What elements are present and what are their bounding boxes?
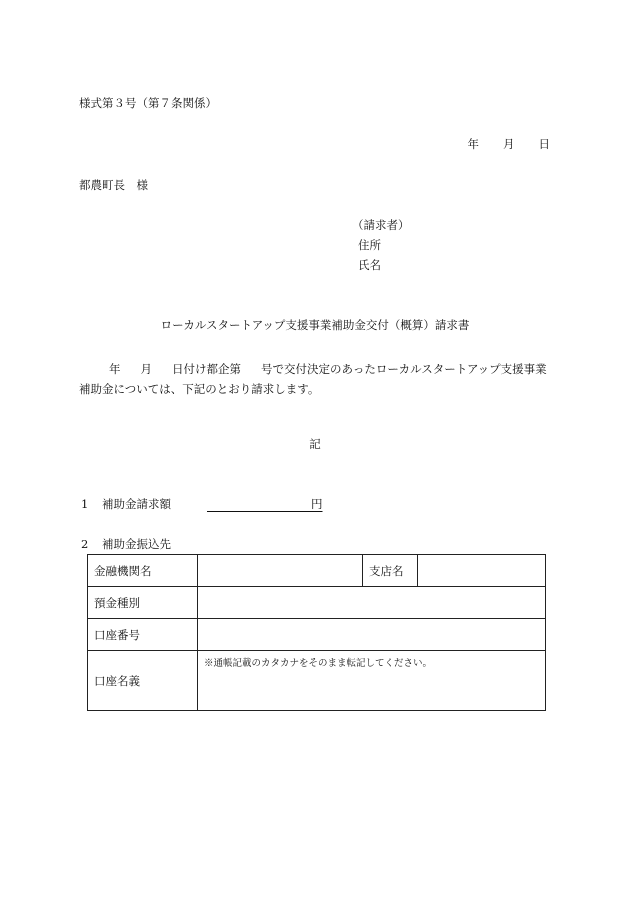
item-bank — [81, 539, 171, 551]
table-row — [88, 587, 546, 619]
account-holder-label: 口座名義 — [88, 651, 198, 711]
institution-field[interactable] — [198, 555, 363, 587]
body-paragraph — [79, 359, 554, 399]
name-label: 氏名 — [358, 258, 381, 272]
date-day: 日 — [538, 137, 550, 151]
amount-field[interactable] — [207, 511, 312, 512]
address-label: 住所 — [358, 238, 381, 252]
date-month: 月 — [503, 137, 515, 151]
body-part2: 号で交付決定のあったローカルスタートアップ支援事業補助金については、下記のとおり請求します。 — [79, 362, 547, 396]
account-type-field[interactable] — [198, 587, 546, 619]
date-line — [468, 139, 551, 151]
ki-heading: 記 — [309, 437, 321, 451]
table-row — [88, 619, 546, 651]
item-bank-number: 2 — [81, 537, 89, 551]
requester-label: （請求者） — [352, 218, 410, 232]
account-holder-field[interactable] — [198, 651, 546, 711]
institution-label: 金融機関名 — [88, 555, 198, 587]
document-title: ローカルスタートアップ支援事業補助金交付（概算）請求書 — [160, 318, 470, 332]
item-amount-label: 補助金請求額 — [102, 497, 171, 511]
table-row — [88, 651, 546, 711]
holder-note: ※通帳記載のカタカナをそのまま転記してください。 — [204, 658, 433, 669]
addressee: 都農町長 様 — [79, 178, 148, 192]
body-part1: 日付け都企第 — [172, 362, 241, 376]
amount-unit: 円 — [311, 497, 323, 511]
body-year: 年 — [109, 362, 121, 376]
item-amount — [81, 499, 171, 511]
body-month: 月 — [140, 362, 152, 376]
table-row — [88, 555, 546, 587]
account-number-field[interactable] — [198, 619, 546, 651]
account-number-label: 口座番号 — [88, 619, 198, 651]
item-bank-label: 補助金振込先 — [102, 537, 171, 551]
bank-account-table — [87, 554, 546, 711]
account-type-label: 預金種別 — [88, 587, 198, 619]
branch-label: 支店名 — [363, 555, 418, 587]
date-year: 年 — [467, 137, 479, 151]
item-amount-number: 1 — [81, 497, 89, 511]
form-number: 様式第３号（第７条関係） — [79, 96, 217, 110]
branch-field[interactable] — [418, 555, 546, 587]
